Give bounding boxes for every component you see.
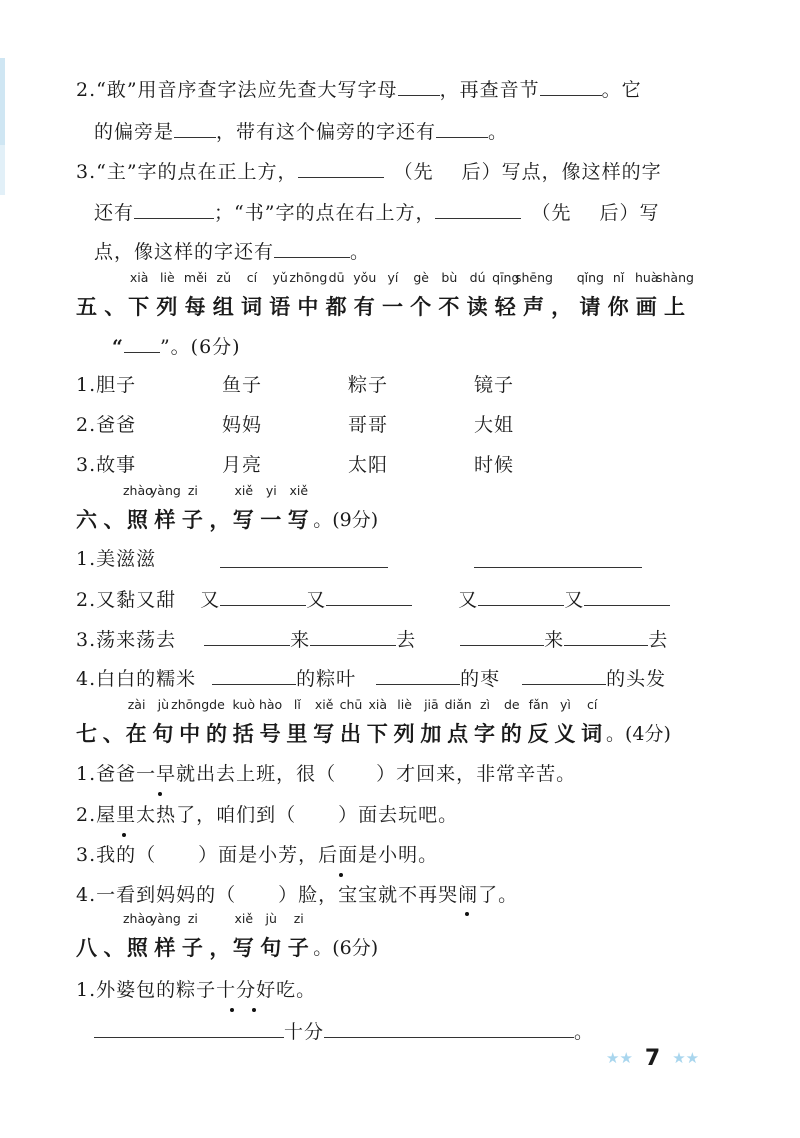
sec8-heading-char: 写 — [232, 936, 254, 960]
q3-blank-examples1[interactable] — [134, 199, 214, 219]
sec7-heading-char: 里 — [286, 722, 308, 746]
sec6-heading-char: 写 — [287, 508, 309, 532]
emphasis-dot-shi — [230, 1008, 234, 1012]
sec7-heading-char: 下 — [366, 722, 388, 746]
sec5-heading-pinyin: dū — [328, 270, 345, 285]
sec7-heading-score: 。(4分) — [605, 723, 671, 745]
q2-line1: 2.“敢”用音序查字法应先查大写字母 ，再查音节 。它 — [76, 76, 642, 103]
sec5-word[interactable]: 哥哥 — [348, 414, 389, 436]
sec5-heading-char: 上 — [663, 295, 685, 319]
q3-blank-order1[interactable] — [298, 158, 384, 178]
sec6-heading-pinyin: zi — [187, 483, 198, 498]
sec8-heading-char: 子 — [287, 936, 309, 960]
sec6-item1-blank-b[interactable] — [474, 548, 642, 568]
sec6-heading-pinyin: yàng — [149, 483, 181, 498]
sec6-heading-pinyin: zhào — [122, 483, 153, 498]
q3-blank-order2[interactable] — [435, 199, 521, 219]
sec7-heading-char: 点 — [447, 722, 469, 746]
sec7-heading-pinyin: lǐ — [293, 697, 301, 712]
sec7-heading-char: 句 — [152, 722, 174, 746]
sec5-heading-pinyin: cí — [246, 270, 258, 285]
emphasis-dot-ku — [465, 912, 469, 916]
sec7-sentence3: 3.我的（ ）面是小芳，后面是小明。 — [76, 844, 439, 866]
star-decoration-left: ★★ — [606, 1049, 633, 1067]
sec6-heading-pinyin: xiě — [289, 483, 309, 498]
sec5-heading-char: 轻 — [494, 295, 516, 319]
sec5-heading-pinyin: zhōng — [289, 270, 328, 285]
sec7-heading-pinyin: chū — [339, 697, 363, 712]
sec7-heading-pinyin: jiā — [424, 697, 439, 712]
sec5-heading-pinyin: shēng — [514, 270, 553, 285]
q3-line3: 点，像这样的字还有 。 — [94, 238, 370, 265]
sec7-heading-pinyin: de — [503, 697, 520, 712]
emphasis-dot-fen — [252, 1008, 256, 1012]
sec5-heading-char: 中 — [297, 295, 319, 319]
sec8-heading-pinyin: zi — [293, 911, 304, 926]
sec5-word[interactable]: 月亮 — [222, 454, 263, 476]
sec5-word[interactable]: 太阳 — [348, 454, 389, 476]
sec6-item1: 1.美滋滋 — [76, 548, 157, 570]
sec5-heading-char: 有 — [353, 295, 375, 319]
sec6-item2: 2.又黏又甜 又 又 又 又 — [76, 586, 670, 613]
sec5-word[interactable]: 妈妈 — [222, 414, 263, 436]
sec7-sentence4: 4.一看到妈妈的（ ）脸，宝宝就不再哭闹了。 — [76, 884, 519, 906]
sec6-item2-blank-a1[interactable] — [220, 586, 306, 606]
sec8-heading-char: 、 — [103, 936, 125, 960]
sec6-heading — [76, 483, 476, 533]
sec6-heading-char: ， — [209, 508, 231, 532]
sec5-heading-pinyin: qǐng — [576, 270, 604, 285]
q2-blank-chars[interactable] — [436, 118, 488, 138]
emphasis-dot-zao — [158, 792, 162, 796]
sec7-sentence2: 2.屋里太热了，咱们到（ ）面去玩吧。 — [76, 804, 459, 826]
sec6-item4-blank-b[interactable] — [376, 665, 460, 685]
sec5-heading-pinyin: zǔ — [216, 270, 232, 285]
sec7-heading-char: 写 — [313, 722, 335, 746]
sec5-word[interactable]: 1.胆子 — [76, 374, 137, 396]
sec7-heading-char: 七 — [76, 722, 97, 746]
sec7-heading-pinyin: xià — [368, 697, 388, 712]
sec5-heading-char: 都 — [325, 295, 347, 319]
sec5-heading-pinyin: yǒu — [353, 270, 377, 285]
sec6-heading-char: 六 — [76, 508, 97, 532]
page-edge-tab — [0, 58, 5, 153]
sec6-heading-pinyin: yi — [265, 483, 277, 498]
sec5-heading-char: 读 — [466, 295, 488, 319]
sec8-heading-char: 八 — [76, 936, 97, 960]
q2-blank-syllable[interactable] — [540, 76, 602, 96]
sec5-heading-pinyin: xià — [129, 270, 149, 285]
sec7-heading-char: 号 — [259, 722, 281, 746]
sec5-word[interactable]: 镜子 — [474, 374, 515, 396]
sec7-heading-pinyin: zài — [127, 697, 146, 712]
sec5-heading-char: 、 — [104, 295, 126, 319]
sec7-heading-pinyin: xiě — [314, 697, 334, 712]
sec6-item3-blank-b2[interactable] — [564, 626, 648, 646]
sec5-heading-char: 每 — [184, 295, 206, 319]
sec7-heading-pinyin: hào — [258, 697, 283, 712]
sec7-heading-pinyin: zì — [479, 697, 490, 712]
q3-blank-examples2[interactable] — [274, 238, 350, 258]
q2-blank-letter[interactable] — [398, 76, 440, 96]
sec7-heading-char: 出 — [339, 722, 361, 746]
sec8-heading-char: 子 — [181, 936, 203, 960]
sec5-heading-pinyin: dú — [469, 270, 486, 285]
page-number: 7 — [644, 1045, 661, 1071]
sec5-word[interactable]: 3.故事 — [76, 454, 137, 476]
sec8-answer-line: 十分 。 — [94, 1018, 594, 1045]
sec8-heading-char: ， — [209, 936, 231, 960]
sec6-item3-blank-b1[interactable] — [460, 626, 544, 646]
sec5-heading-char: 列 — [156, 295, 178, 319]
sec5-heading-pinyin: qīng — [492, 270, 520, 285]
sec5-heading-line2: “ ”。(6分) — [112, 333, 241, 360]
sec5-word[interactable]: 2.爸爸 — [76, 414, 137, 436]
q2-blank-radical[interactable] — [174, 118, 216, 138]
sec6-heading-score: 。(9分) — [313, 509, 379, 531]
sec7-heading-char: 、 — [102, 722, 124, 746]
sec8-heading-pinyin: zhào — [122, 911, 153, 926]
sec5-heading-pinyin: měi — [183, 270, 208, 285]
sec7-heading-pinyin: cí — [586, 697, 598, 712]
sec8-blank-predicate[interactable] — [324, 1018, 574, 1038]
sec6-item1-blank-a[interactable] — [220, 548, 388, 568]
sec7-sentence1: 1.爸爸一早就出去上班，很（ ）才回来，非常辛苦。 — [76, 763, 577, 785]
sec7-heading-pinyin: fǎn — [528, 697, 549, 712]
sec7-heading-char: 加 — [420, 722, 442, 746]
sec6-item2-blank-b1[interactable] — [478, 586, 564, 606]
sec6-heading-pinyin: xiě — [234, 483, 254, 498]
sec5-heading-pinyin: yí — [387, 270, 399, 285]
star-decoration-right: ★★ — [672, 1049, 700, 1067]
sec5-word[interactable]: 时候 — [474, 454, 515, 476]
sec5-word[interactable]: 粽子 — [348, 374, 389, 396]
sec5-heading-pinyin: huà — [635, 270, 659, 285]
sec6-heading-char: 照 — [126, 508, 148, 532]
sec7-heading-pinyin: yì — [559, 697, 571, 712]
sec8-heading-char: 样 — [154, 936, 176, 960]
sec6-item4-blank-c[interactable] — [522, 665, 606, 685]
sec7-heading-char: 列 — [393, 722, 415, 746]
page-edge-tab-light — [0, 145, 5, 195]
sec7-heading-char: 括 — [232, 722, 254, 746]
sec5-heading-char: 一 — [381, 295, 403, 319]
q3-line1: 3.“主”字的点在正上方， （先 后）写点，像这样的字 — [76, 158, 662, 185]
sec7-heading-char: 的 — [205, 722, 227, 746]
sec8-heading-pinyin: jù — [265, 911, 277, 926]
sec5-underline-sample — [124, 333, 160, 353]
sec7-heading-pinyin: liè — [397, 697, 412, 712]
sec5-word[interactable]: 鱼子 — [222, 374, 263, 396]
sec5-heading-pinyin: yǔ — [272, 270, 288, 285]
sec7-heading-char: 义 — [554, 722, 576, 746]
emphasis-dot-hou — [339, 873, 343, 877]
sec5-heading-pinyin: bù — [441, 270, 458, 285]
sec7-heading-pinyin: diǎn — [444, 697, 472, 712]
sec6-item3-blank-a2[interactable] — [310, 626, 396, 646]
q2-line2: 的偏旁是 ，带有这个偏旁的字还有 。 — [94, 118, 508, 145]
sec5-heading-char: 语 — [269, 295, 291, 319]
sec7-heading-char: 的 — [500, 722, 522, 746]
sec6-heading-char: 样 — [154, 508, 176, 532]
sec8-blank-subject[interactable] — [94, 1018, 284, 1038]
page-footer — [606, 1043, 699, 1073]
sec5-heading-char: ， — [551, 295, 573, 319]
sec7-heading-char: 中 — [179, 722, 201, 746]
sec6-item2-blank-a2[interactable] — [326, 586, 412, 606]
sec5-heading-char: 画 — [635, 295, 657, 319]
sec8-heading-pinyin: xiě — [234, 911, 254, 926]
sec5-heading-char: 你 — [607, 295, 629, 319]
sec5-heading — [76, 270, 716, 320]
sec7-heading-char: 在 — [125, 722, 147, 746]
sec8-heading-char: 句 — [260, 936, 282, 960]
sec5-heading-pinyin: nǐ — [612, 270, 625, 285]
sec6-item4: 4.白白的糯米 的粽叶 的枣 的头发 — [76, 665, 666, 692]
sec7-heading-pinyin: de — [209, 697, 225, 712]
sec7-heading-pinyin: kuò — [232, 697, 255, 712]
sec6-item3: 3.荡来荡去 来 去 来 去 — [76, 626, 668, 653]
sec5-heading-pinyin: shàng — [655, 270, 694, 285]
sec7-heading-pinyin: jù — [157, 697, 170, 712]
sec5-heading-pinyin: gè — [413, 270, 429, 285]
sec7-heading-pinyin: zhōng — [171, 697, 210, 712]
sec8-example: 1.外婆包的粽子十分好吃。 — [76, 979, 317, 1001]
sec6-item4-blank-a[interactable] — [212, 665, 296, 685]
sec5-heading-char: 五 — [76, 295, 97, 319]
sec6-heading-char: 一 — [260, 508, 282, 532]
sec6-heading-char: 子 — [181, 508, 203, 532]
sec5-heading-char: 个 — [410, 295, 432, 319]
emphasis-dot-li — [122, 833, 126, 837]
sec8-heading-pinyin: yàng — [149, 911, 181, 926]
sec5-heading-char: 声 — [522, 295, 544, 319]
sec5-word[interactable]: 大姐 — [474, 414, 515, 436]
sec6-item2-blank-b2[interactable] — [584, 586, 670, 606]
sec8-heading-char: 照 — [126, 936, 148, 960]
sec8-heading — [76, 911, 476, 961]
sec5-heading-char: 不 — [438, 295, 460, 319]
q3-line2: 还有 ；“书”字的点在右上方， （先 后）写 — [94, 199, 659, 226]
sec5-heading-char: 下 — [128, 295, 150, 319]
sec7-heading-char: 词 — [581, 722, 603, 746]
sec6-heading-char: 、 — [103, 508, 125, 532]
sec5-heading-char: 词 — [240, 295, 262, 319]
sec8-heading-score: 。(6分) — [313, 937, 379, 959]
sec6-heading-char: 写 — [232, 508, 254, 532]
sec7-heading — [76, 697, 716, 747]
sec8-heading-pinyin: zi — [187, 911, 198, 926]
sec5-heading-pinyin: liè — [160, 270, 175, 285]
sec7-heading-char: 字 — [473, 722, 495, 746]
sec5-heading-char: 组 — [212, 295, 234, 319]
sec6-item3-blank-a1[interactable] — [204, 626, 290, 646]
sec7-heading-char: 反 — [527, 722, 549, 746]
sec5-heading-char: 请 — [579, 295, 601, 319]
